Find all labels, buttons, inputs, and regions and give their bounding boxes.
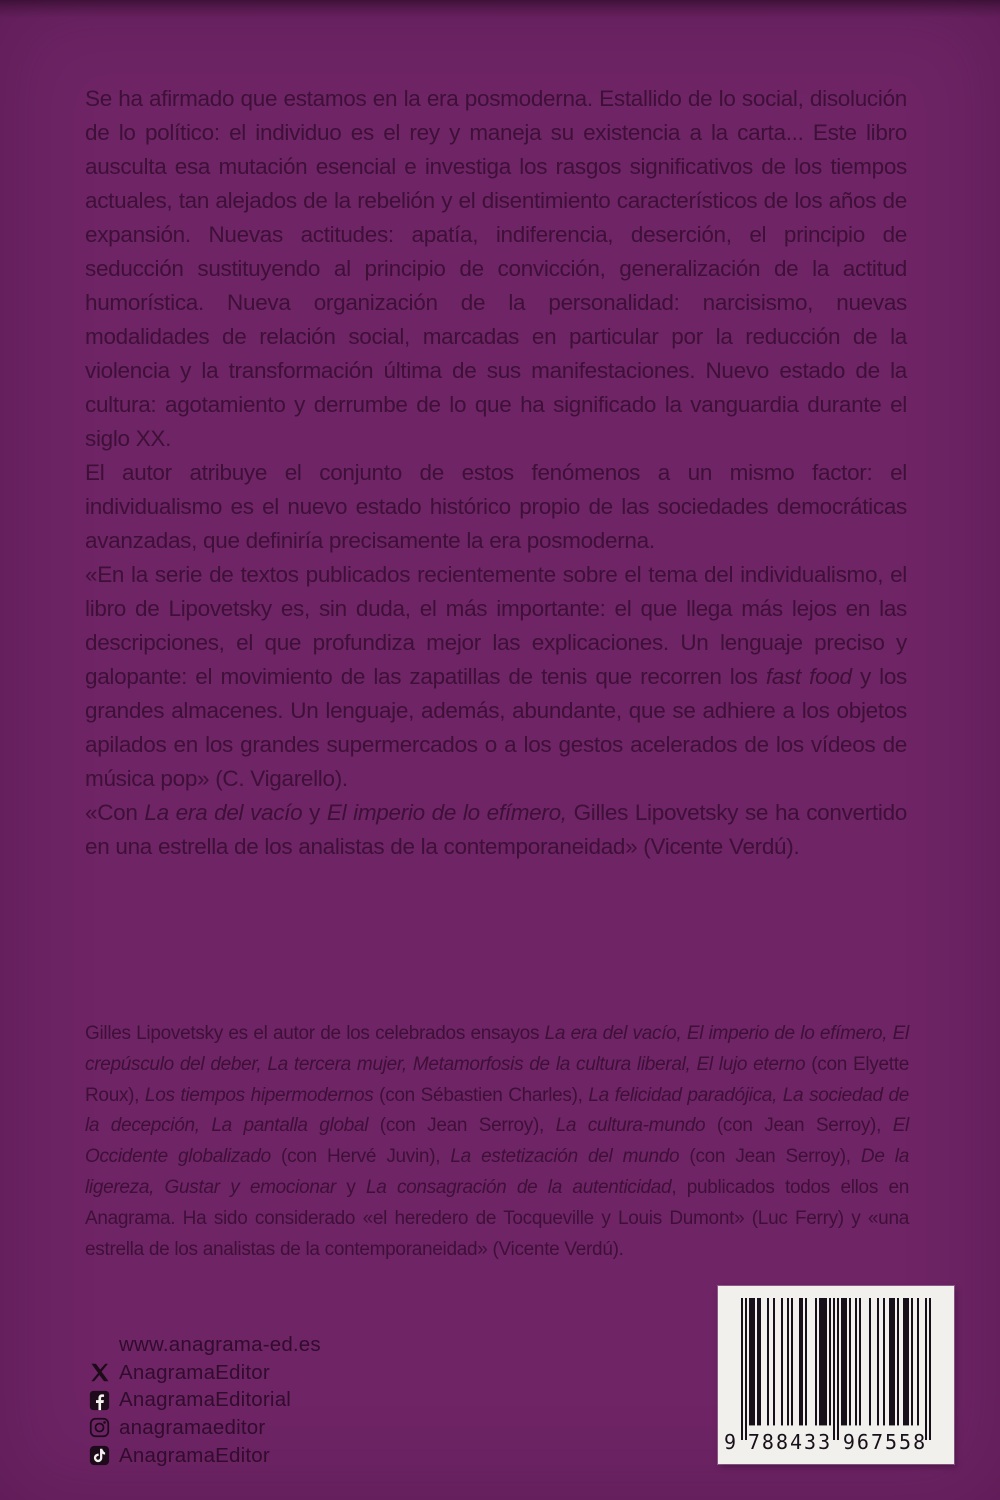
publisher-links-block — [88, 1331, 321, 1469]
facebook-handle: AnagramaEditorial — [119, 1388, 292, 1412]
instagram-handle: anagramaeditor — [119, 1415, 266, 1439]
synopsis-paragraph: «En la serie de textos publicados recientemente sobre el tema del individualismo, el libro de Lipovetsky es, sin duda, el más importante: el que llega más lejos en las descripciones, el que profundiza mejor las explicaciones. Un lenguaje preciso y galopante: el movimiento de las zapatillas de tenis que recorren los fast food y los grandes almacenes. Un lenguaje, además, abundante, que se adhiere a los objetos apilados en los grandes supermercados o a los gestos acelerados de los vídeos de música pop» (C. Vigarello). — [85, 562, 907, 791]
website-url: www.anagrama-ed.es — [119, 1332, 321, 1356]
cover-top-edge-shadow — [0, 0, 1000, 18]
facebook-handle-row — [88, 1386, 321, 1414]
instagram-handle-row — [88, 1414, 321, 1442]
tiktok-handle-row — [88, 1442, 321, 1470]
tiktok-icon — [88, 1445, 110, 1467]
twitter-handle: AnagramaEditor — [119, 1360, 270, 1384]
synopsis-paragraph: El autor atribuye el conjunto de estos fenómenos a un mismo factor: el individualismo es el nuevo estado histórico propio de las sociedades democráticas avanzadas, que definiría precisamente la era posmoderna. — [85, 460, 907, 553]
barcode-label — [718, 1286, 954, 1464]
bio-paragraph: Gilles Lipovetsky es el autor de los celebrados ensayos La era del vacío, El imperio de lo efímero, El crepúsculo del deber, La tercera mujer, Metamorfosis de la cultura liberal, El lujo eterno (con Elyette Roux), Los tiempos hipermodernos (con Sébastien Charles), La felicidad paradójica, La sociedad de la decepción, La pantalla global (con Jean Serroy), La cultura-mundo (con Jean Serroy), El Occidente globalizado (con Hervé Juvin), La estetización del mundo (con Jean Serroy), De la ligereza, Gustar y emocionar y La consagración de la autenticidad, publicados todos ellos en Anagrama. Ha sido considerado «el heredero de Tocqueville y Louis Dumont» (Luc Ferry) y «una estrella de los analistas de la contemporaneidad» (Vicente Verdú). — [85, 1023, 910, 1260]
barcode-right-digits: 967558 — [842, 1430, 928, 1454]
barcode-number — [718, 1430, 954, 1458]
synopsis-paragraph: Se ha afirmado que estamos en la era posmoderna. Estallido de lo social, disolución de lo político: el individuo es el rey y maneja su existencia a la carta... Este libro ausculta esa mutación esencial e investiga los rasgos significativos de los tiempos actuales, tan alejados de la rebelión y el disentimiento característicos de los años de expansión. Nuevas actitudes: apatía, indiferencia, deserción, el principio de seducción sustituyendo al principio de convicción, generalización de la actitud humorística. Nueva organización de la personalidad: narcisismo, nuevas modalidades de relación social, marcadas en particular por la reducción de la violencia y la transformación última de sus manifestaciones. Nuevo estado de la cultura: agotamiento y derrumbe de lo que ha significado la vanguardia durante el siglo XX. — [85, 86, 907, 451]
synopsis-block — [85, 82, 907, 864]
barcode-bars — [741, 1298, 931, 1440]
website-link — [88, 1331, 321, 1359]
barcode-prefix-digit: 9 — [723, 1430, 737, 1454]
tiktok-handle: AnagramaEditor — [119, 1443, 270, 1467]
x-twitter-icon — [88, 1362, 110, 1384]
instagram-icon — [88, 1417, 110, 1439]
barcode-left-digits: 788433 — [747, 1430, 833, 1454]
synopsis-paragraph: «Con La era del vacío y El imperio de lo efímero, Gilles Lipovetsky se ha convertido en una estrella de los analistas de la contemporaneidad» (Vicente Verdú). — [85, 800, 908, 859]
facebook-icon — [88, 1389, 110, 1411]
twitter-handle-row — [88, 1359, 321, 1387]
